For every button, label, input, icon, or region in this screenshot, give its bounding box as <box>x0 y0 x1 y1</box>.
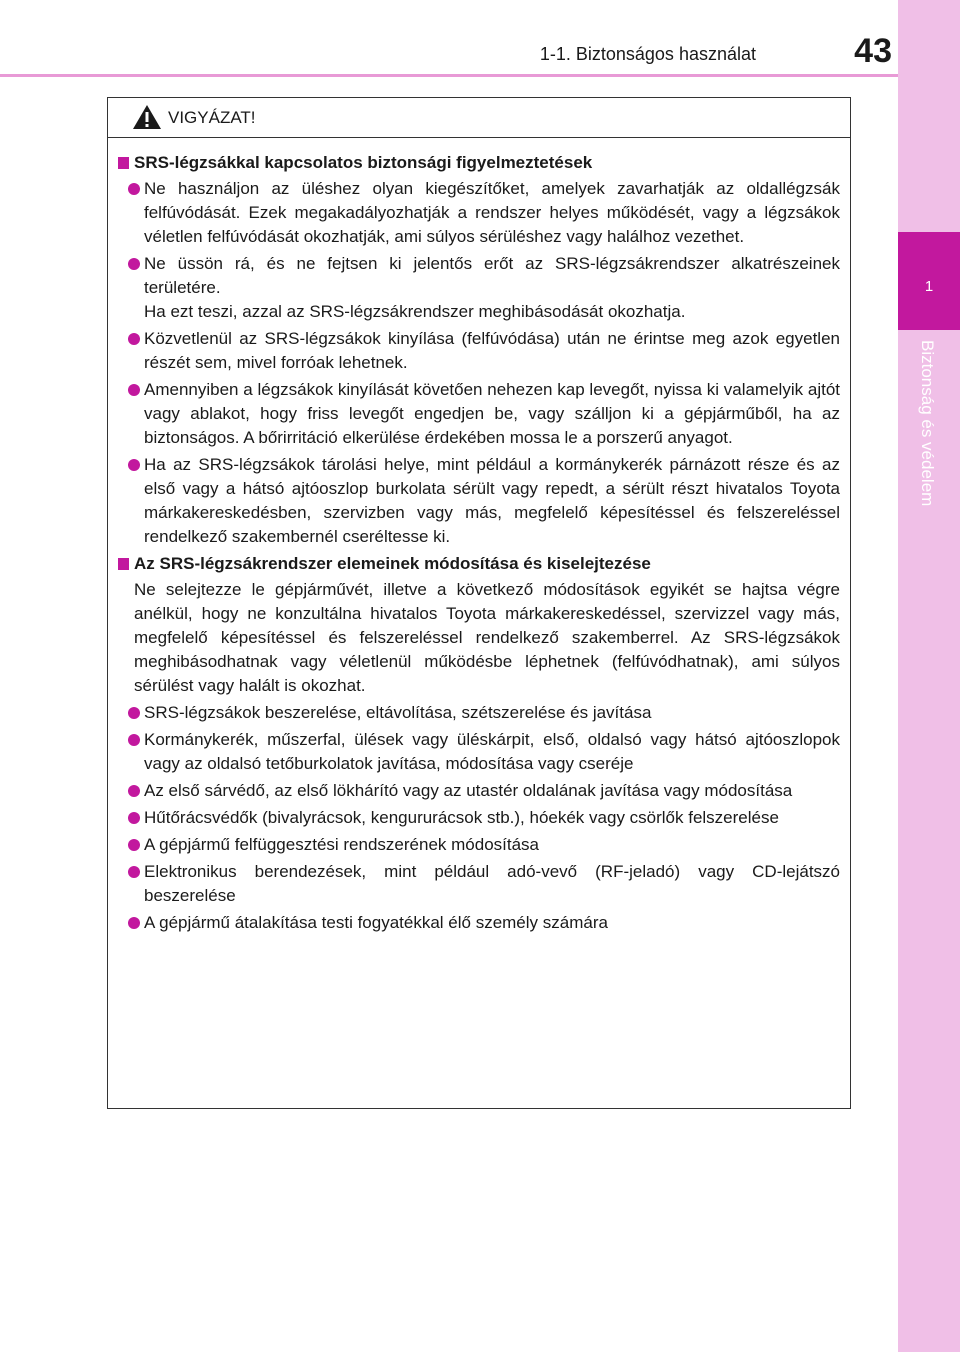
bullet-icon <box>128 839 140 851</box>
section-marker-icon <box>118 157 129 169</box>
bullet-icon <box>128 785 140 797</box>
bullet-icon <box>128 707 140 719</box>
list-item-text: Ne üssön rá, és ne fejtsen ki jelentős erőt az SRS-légzsákrendszer alkatrészeinek területére. <box>144 254 840 297</box>
bullet-icon <box>128 333 140 345</box>
list-item-text: Ne használjon az üléshez olyan kiegészítőket, amelyek zavarhatják az oldallégzsák felfúvódását. Ezek megakadályozhatják a rendszer helyes működését, vagy a légzsákok véletlen felfúvódását okozhatják, ami súlyos sérüléshez vagy halálhoz vezethet. <box>144 179 840 246</box>
page-number: 43 <box>854 32 892 70</box>
bullet-icon <box>128 917 140 929</box>
list-item-note: Ha ezt teszi, azzal az SRS-légzsákrendszer meghibásodását okozhatja. <box>144 302 686 321</box>
list-item <box>118 833 840 857</box>
list-item-text: Az első sárvédő, az első lökhárító vagy az utastér oldalának javítása vagy módosítása <box>144 781 793 800</box>
bullet-icon <box>128 384 140 396</box>
section-heading <box>118 151 840 175</box>
list-item <box>118 327 840 375</box>
section-marker-icon <box>118 558 129 570</box>
list-item-text: Amennyiben a légzsákok kinyílását követően nehezen kap levegőt, nyissa ki valamelyik ajtót vagy ablakot, hogy friss levegőt engedjen be, vagy szálljon ki a gépjárműből, ha az biztonságos. A bőrirritáció elkerülése érdekében mossa le a porszerű anyagot. <box>144 380 840 447</box>
warning-content <box>118 151 840 938</box>
list-item <box>118 911 840 935</box>
list-item <box>118 701 840 725</box>
list-item-text: A gépjármű átalakítása testi fogyatékkal élő személy számára <box>144 913 608 932</box>
list-item <box>118 453 840 549</box>
header-divider <box>0 74 898 77</box>
bullet-icon <box>128 459 140 471</box>
warning-header <box>108 98 850 138</box>
list-item-text: Kormánykerék, műszerfal, ülések vagy üléskárpit, első, oldalsó vagy hátsó ajtóoszlopok vagy az oldalsó tetőburkolatok javítása, módosítása vagy cseréje <box>144 730 840 773</box>
list-item-text: Ha az SRS-légzsákok tárolási helye, mint például a kormánykerék párnázott része és az első vagy a hátsó ajtóoszlop burkolata sérült vagy repedt, a sérült részt hivatalos Toyota márkakereskedésben, szervizben vagy más, megfelelő képesítéssel és felszereléssel rendelkező szakembernél cseréltesse ki. <box>144 455 840 546</box>
bullet-icon <box>128 258 140 270</box>
list-item <box>118 779 840 803</box>
section-header-title: 1-1. Biztonságos használat <box>539 44 756 64</box>
chapter-number: 1 <box>924 278 934 295</box>
sidebar-strip <box>898 0 960 1352</box>
warning-box <box>107 97 851 1109</box>
section-heading <box>118 552 840 576</box>
list-item-text: SRS-légzsákok beszerelése, eltávolítása, szétszerelése és javítása <box>144 703 652 722</box>
section-paragraph: Ne selejtezze le gépjárművét, illetve a következő módosítások egyikét se hajtsa végre anélkül, hogy ne konzultálna hivatalos Toyota márkakereskedéssel, szervizzel vagy más, megfelelő képesítéssel és felszereléssel rendelkező szakemberrel. Az SRS-légzsákok meghibásodhatnak vagy véletlenül működésbe léphetnek (felfúvódhatnak), ami súlyos sérülést vagy halált is okozhat. <box>134 580 840 695</box>
bullet-icon <box>128 183 140 195</box>
list-item <box>118 177 840 249</box>
list-item <box>118 806 840 830</box>
bullet-icon <box>128 812 140 824</box>
list-item-text: A gépjármű felfüggesztési rendszerének módosítása <box>144 835 540 854</box>
section-heading-text: Az SRS-légzsákrendszer elemeinek módosítása és kiselejtezése <box>134 554 651 573</box>
bullet-icon <box>128 866 140 878</box>
list-item-text: Közvetlenül az SRS-légzsákok kinyílása (felfúvódása) után ne érintse meg azok egyetlen részét sem, mivel forróak lehetnek. <box>144 329 840 372</box>
list-item <box>118 252 840 324</box>
list-item <box>118 860 840 908</box>
list-item <box>118 728 840 776</box>
warning-title: VIGYÁZAT! <box>168 108 256 127</box>
list-item-text: Hűtőrácsvédők (bivalyrácsok, kengururácsok stb.), hóekék vagy csörlők felszerelése <box>144 808 779 827</box>
list-item <box>118 378 840 450</box>
warning-triangle-icon <box>132 104 162 130</box>
section-heading-text: SRS-légzsákkal kapcsolatos biztonsági figyelmeztetések <box>134 153 593 172</box>
list-item-text: Elektronikus berendezések, mint például adó-vevő (RF-jeladó) vagy CD-lejátszó beszerelése <box>144 862 840 905</box>
bullet-icon <box>128 734 140 746</box>
chapter-title: Biztonság és védelem <box>918 340 937 507</box>
